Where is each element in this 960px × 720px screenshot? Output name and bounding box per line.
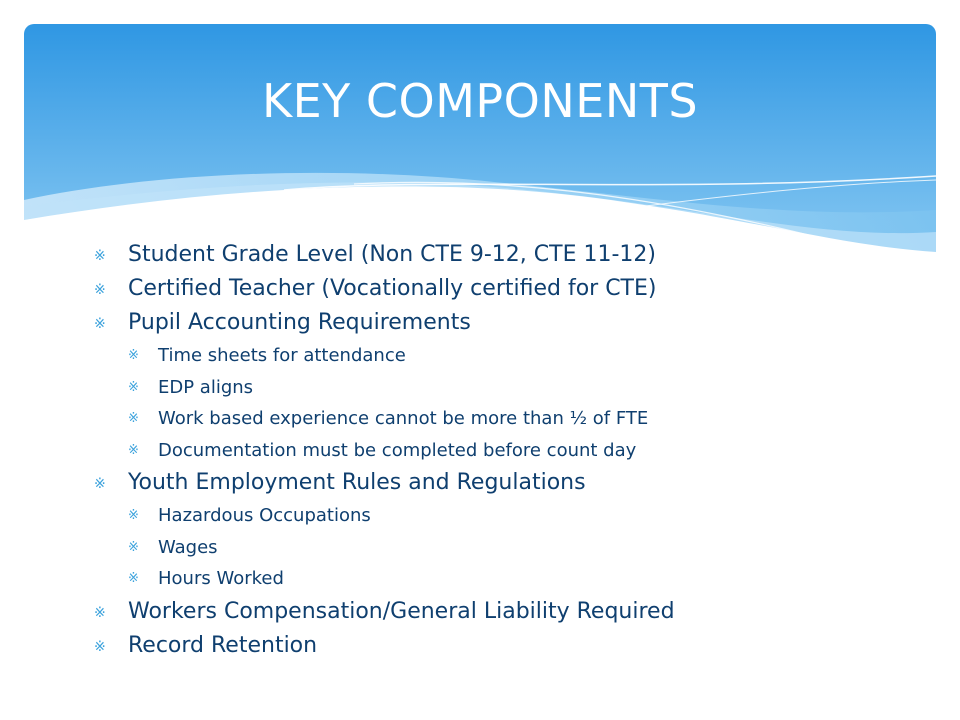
bullet-text: Work based experience cannot be more than ½ of FTE: [158, 408, 649, 429]
bullet-text: Time sheets for attendance: [158, 345, 406, 366]
slide-title: KEY COMPONENTS: [261, 74, 699, 128]
bullet-text: Hours Worked: [158, 568, 284, 589]
bullet-mark-icon: ※: [94, 638, 106, 655]
bullet-text: Student Grade Level (Non CTE 9-12, CTE 11-12): [128, 242, 656, 267]
bullet-item: [94, 629, 914, 663]
sub-bullet-item: [94, 403, 914, 435]
sub-bullet-item: [94, 435, 914, 467]
bullet-text: Workers Compensation/General Liability Required: [128, 598, 675, 624]
header-banner: [24, 24, 936, 270]
bullet-list: [94, 238, 914, 663]
sub-bullet-item: [94, 563, 914, 595]
bullet-text: Hazardous Occupations: [158, 505, 371, 526]
bullet-mark-icon: ※: [128, 571, 139, 586]
bullet-item: [94, 272, 914, 306]
sub-bullet-item: [94, 340, 914, 372]
sub-bullet-item: [94, 372, 914, 404]
bullet-mark-icon: ※: [94, 604, 106, 621]
bullet-item: [94, 238, 914, 272]
banner-wave-graphic: [24, 24, 936, 270]
bullet-mark-icon: ※: [128, 348, 139, 363]
bullet-text: EDP aligns: [158, 376, 254, 398]
bullet-text: Pupil Accounting Requirements: [128, 310, 471, 335]
bullet-text: Youth Employment Rules and Regulations: [128, 470, 586, 495]
bullet-mark-icon: ※: [128, 442, 139, 458]
bullet-text: Documentation must be completed before count day: [158, 439, 637, 461]
bullet-item: [94, 466, 914, 500]
bullet-mark-icon: ※: [94, 476, 106, 492]
sub-bullet-item: [94, 500, 914, 532]
bullet-text: Record Retention: [128, 632, 318, 658]
bullet-item: [94, 595, 914, 629]
bullet-text: Wages: [158, 536, 218, 558]
bullet-item: [94, 306, 914, 340]
bullet-mark-icon: ※: [128, 411, 139, 426]
bullet-mark-icon: ※: [94, 316, 106, 332]
bullet-mark-icon: ※: [94, 282, 106, 298]
bullet-mark-icon: ※: [94, 248, 106, 264]
bullet-mark-icon: ※: [128, 508, 139, 523]
sub-bullet-item: [94, 532, 914, 564]
bullet-mark-icon: ※: [128, 379, 139, 395]
bullet-mark-icon: ※: [128, 539, 139, 555]
bullet-text: Certified Teacher (Vocationally certified for CTE): [128, 276, 657, 301]
